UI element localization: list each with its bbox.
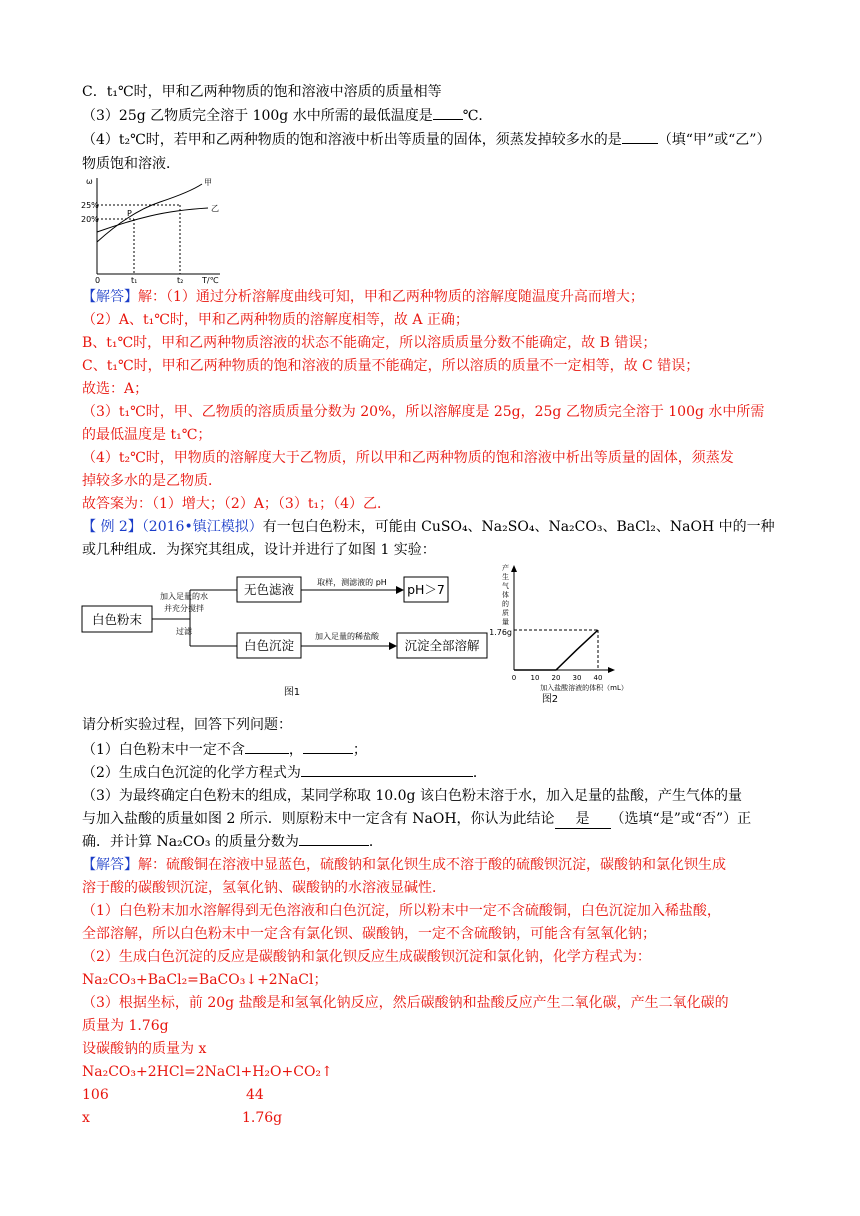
answer-1-line: （2）A、t₁℃时，甲和乙两种物质的溶解度相等，故 A 正确；: [82, 312, 469, 328]
x-axis-label: T/℃: [202, 276, 219, 285]
x-ticks: [512, 674, 603, 682]
y-axis-label-char: 体: [502, 591, 509, 599]
box-precipitate-label: 白色沉淀: [243, 638, 295, 653]
x-tick-label: 30: [572, 674, 582, 682]
x-tick-label: 20: [551, 674, 561, 682]
gas-series-line: [514, 630, 598, 670]
y-axis-label-char: 产: [502, 564, 509, 572]
curve-yi-label: 乙: [211, 204, 219, 213]
x-tick: t₂: [177, 276, 184, 285]
y-axis-label-char: 量: [502, 618, 509, 626]
x-tick-label: 40: [593, 674, 603, 682]
x-tick: t₁: [131, 276, 138, 285]
question-3: （3）25g 乙物质完全溶于 100g 水中所需的最低温度是 ℃．: [82, 108, 493, 124]
solubility-graph: [80, 174, 230, 286]
question-2-3-end: 确．并计算 Na₂CO₃ 的质量分数为 ．: [82, 834, 383, 850]
step-2-label: 取样，测滤液的 pH: [317, 578, 387, 587]
answer-1-line: （4）t₂℃时，甲物质的溶解度大于乙物质，所以甲和乙两种物质的饱和溶液中析出等质量的固体，须蒸发: [82, 450, 734, 466]
answer-1-line: 的最低温度是 t₁℃；: [82, 427, 212, 443]
ratio-mass: x 1.76g: [82, 1110, 283, 1126]
example-2-intro: 【 例 2】（2016•镇江模拟）有一包白色粉末，可能由 CuSO₄、Na₂SO₄、Na₂CO₃、BaCl₂、NaOH 中的一种: [82, 519, 775, 535]
y-axis-label-char: 气: [502, 582, 509, 590]
answer-blank[interactable]: [299, 845, 369, 846]
curve-jia-label: 甲: [204, 178, 212, 187]
step-1-label: 过滤: [176, 627, 192, 636]
answer-blank[interactable]: [301, 776, 473, 777]
answer-2-line: 设碳酸钠的质量为 x: [82, 1041, 207, 1057]
answer-2-line: （2）生成白色沉淀的反应是碳酸钠和氯化钡反应生成碳酸钡沉淀和氯化钠，化学方程式为：: [82, 949, 651, 965]
figure-2-chart: [489, 558, 704, 706]
x-tick-label: 10: [530, 674, 540, 682]
y-axis-label-char: 生: [502, 573, 509, 581]
answer-2-line: 质量为 1.76g: [82, 1018, 169, 1034]
x-tick: 0: [95, 276, 101, 285]
example-2-intro-cont: 或几种组成．为探究其组成，设计并进行了如图 1 实验：: [82, 542, 436, 558]
answer-1-line: 故答案为：（1）增大；（2）A；（3）t₁；（4）乙．: [82, 496, 391, 512]
question-4-cont: 物质饱和溶液．: [82, 156, 180, 172]
y-axis-label: ω: [86, 177, 93, 186]
question-2-3-cont: 与加入盐酸的质量如图 2 所示．则原粉末中一定含有 NaOH，你认为此结论 是 （选填“是”或“否”）正: [82, 811, 752, 827]
box-dissolved-label: 沉淀全部溶解: [404, 638, 480, 653]
answer-blank[interactable]: [622, 143, 658, 144]
ratio-molar-mass: 106 44: [82, 1087, 264, 1103]
arrow-head: [389, 642, 397, 650]
answer-1-line: B、t₁℃时，甲和乙两种物质溶液的状态不能确定，所以溶质质量分数不能确定，故 B 错误；: [82, 335, 657, 351]
figure-2-caption: 图2: [541, 694, 559, 705]
x-axis-arrow: [608, 667, 615, 673]
answer-2-line: 【解答】解：硫酸铜在溶液中显蓝色，硫酸钠和氯化钡生成不溶于酸的硫酸钡沉淀，碳酸钠和氯化钡生成: [82, 857, 726, 873]
question-4: （4）t₂℃时，若甲和乙两种物质的饱和溶液中析出等质量的固体，须蒸发掉较多水的是 （填“甲”或“乙”）: [82, 132, 771, 148]
y-tick: 20%: [81, 215, 99, 224]
answer-1-line: 故选：A；: [82, 381, 149, 397]
question-2-1: （1）白色粉末中一定不含 ， ；: [82, 742, 367, 758]
answer-2-equation: Na₂CO₃+2HCl=2NaCl+H₂O+CO₂↑: [82, 1064, 333, 1080]
answer-2-line: 溶于酸的碳酸钡沉淀，氢氧化钠、碳酸钠的水溶液显碱性．: [82, 880, 446, 896]
answer-1-line: 掉较多水的是乙物质．: [82, 473, 222, 489]
box-filtrate-label: 无色滤液: [243, 582, 295, 597]
figure-1-caption: 图1: [283, 687, 301, 698]
answer-2-line: （3）根据坐标，前 20g 盐酸是和氢氧化钠反应，然后碳酸钠和盐酸反应产生二氧化碳，产生二氧化碳的: [82, 995, 729, 1011]
question-2-2: （2）生成白色沉淀的化学方程式为 ．: [82, 765, 487, 781]
arrow-head: [396, 586, 404, 594]
step-1-label: 并充分搅拌: [164, 604, 204, 613]
y-axis-label: [502, 563, 509, 626]
x-tick-label: 0: [511, 674, 517, 682]
answer-2-line: 全部溶解，所以白色粉末中一定含有氯化钡、碳酸钠，一定不含硫酸钠，可能含有氢氧化钠；: [82, 926, 656, 942]
answer-1-line: （3）t₁℃时，甲、乙物质的溶质质量分数为 20%，所以溶解度是 25g，25g 乙物质完全溶于 100g 水中所需: [82, 404, 765, 420]
answer-yes[interactable]: 是: [555, 810, 611, 829]
answer-2-line: Na₂CO₃+BaCl₂=BaCO₃↓+2NaCl；: [82, 972, 328, 988]
answer-1-line: C、t₁℃时，甲和乙两种物质的饱和溶液的质量不能确定，所以溶质的质量不一定相等，故 C 错误；: [82, 358, 700, 374]
answer-2-line: （1）白色粉末加水溶解得到无色溶液和白色沉淀，所以粉末中一定不含硫酸铜，白色沉淀加入稀盐酸，: [82, 903, 721, 919]
y-axis-arrow: [511, 565, 517, 572]
answer-blank[interactable]: [245, 753, 289, 754]
answer-blank[interactable]: [303, 753, 353, 754]
y-axis-label-char: 的: [502, 600, 509, 608]
y-tick: 25%: [81, 201, 99, 210]
y-axis-label-char: 质: [502, 609, 509, 617]
step-1-label: 加入足量的水: [160, 592, 208, 601]
answer-blank[interactable]: [433, 119, 463, 120]
question-2-3: （3）为最终确定白色粉末的组成，某同学称取 10.0g 该白色粉末溶于水，加入足量的盐酸，产生气体的量: [82, 788, 742, 804]
figure-1-flowchart: [80, 560, 492, 706]
question-intro: 请分析实验过程，回答下列问题：: [82, 717, 292, 733]
point-p: P: [127, 209, 132, 218]
answer-1-line: 【解答】解：（1）通过分析溶解度曲线可知，甲和乙两种物质的溶解度随温度升高而增大；: [82, 289, 644, 305]
box-ph-label: pH＞7: [407, 582, 445, 597]
option-c: C．t₁℃时，甲和乙两种物质的饱和溶液中溶质的质量相等: [82, 84, 442, 100]
step-3-label: 加入足量的稀盐酸: [315, 632, 379, 641]
y-value-label: 1.76g: [489, 628, 512, 637]
curve-jia: [97, 184, 202, 242]
box-white-powder-label: 白色粉末: [91, 612, 143, 627]
x-axis-label: 加入盐酸溶液的体积（mL）: [540, 684, 628, 692]
